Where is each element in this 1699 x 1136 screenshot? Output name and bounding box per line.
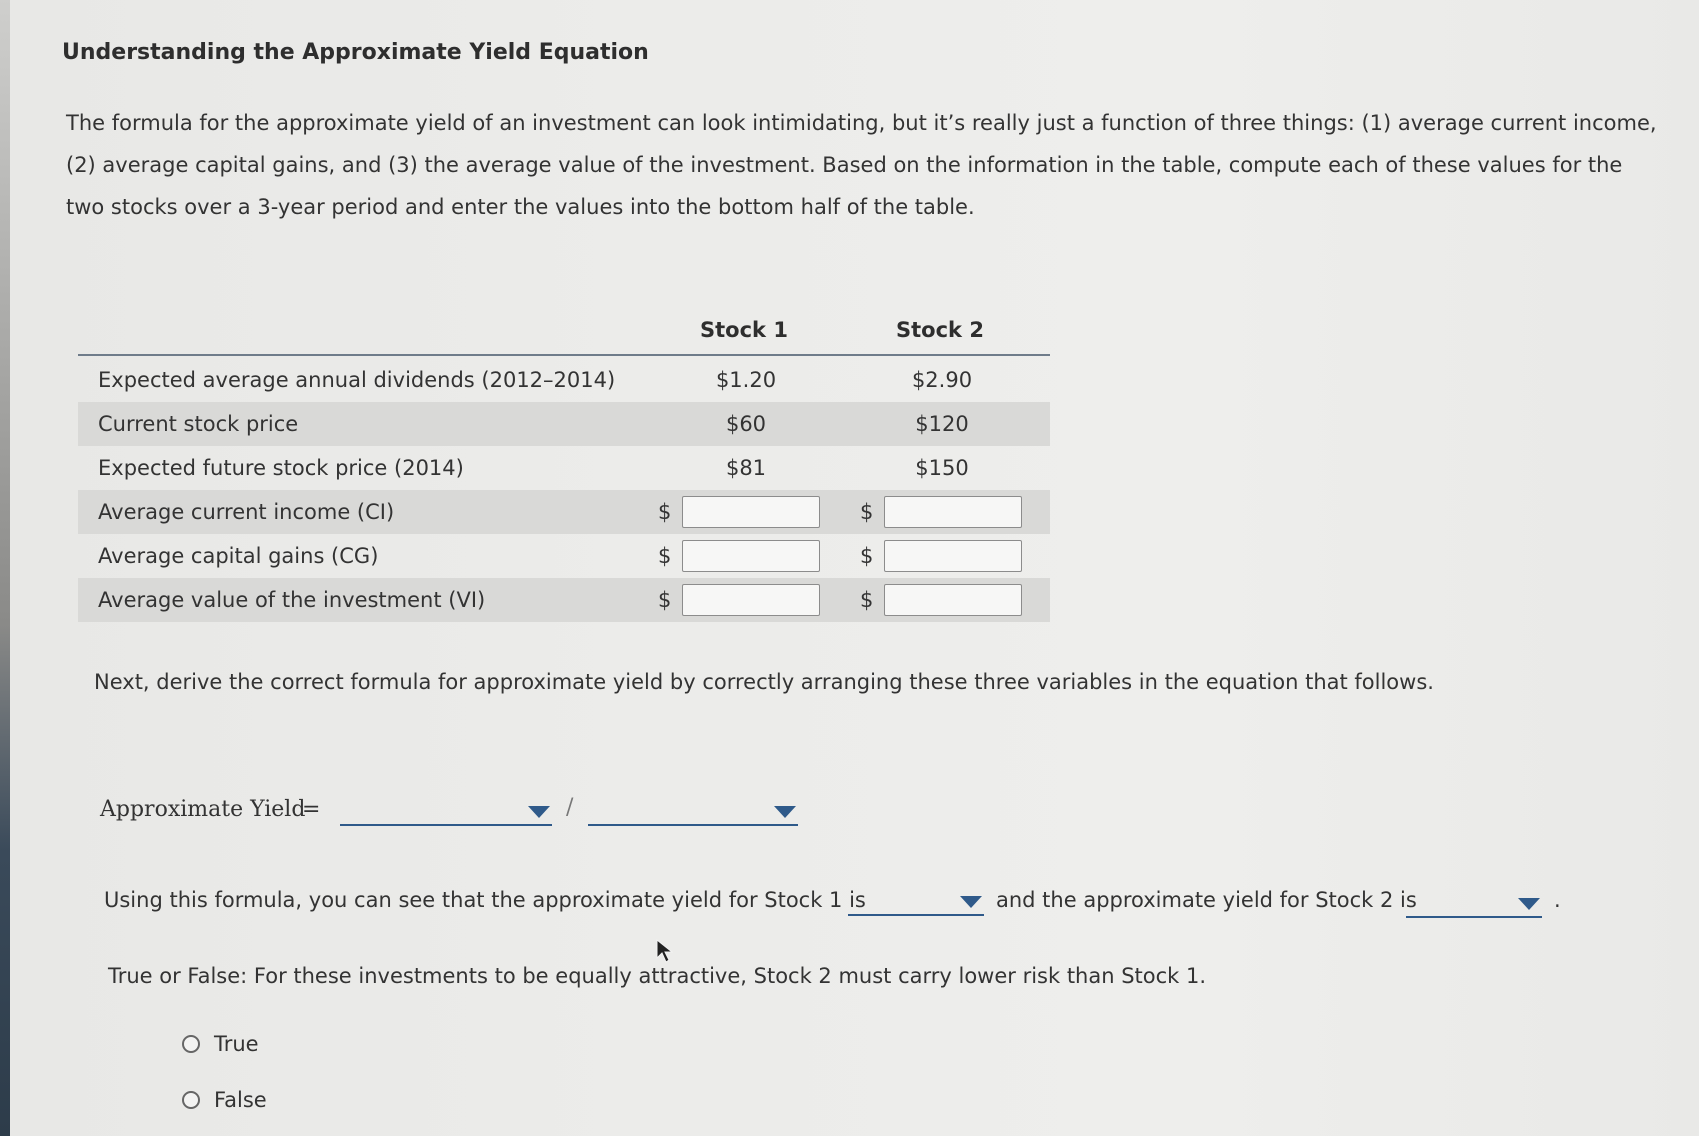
currency-symbol: $ [860, 588, 874, 612]
row-label-dividends: Expected average annual dividends (2012–2014) [98, 368, 616, 392]
row-label-cg: Average capital gains (CG) [98, 544, 379, 568]
mouse-pointer-icon [655, 938, 675, 964]
formula-equals: = [302, 797, 321, 822]
chevron-down-icon [960, 896, 982, 908]
screen-edge [0, 0, 10, 1136]
chevron-down-icon [528, 806, 550, 818]
row-label-ci: Average current income (CI) [98, 500, 395, 524]
option-true[interactable] [182, 1032, 259, 1056]
table-row [78, 534, 1050, 578]
stock-2-cg-input[interactable] [884, 540, 1022, 572]
stock-1-ci-input[interactable] [682, 496, 820, 528]
stock-2-current-price: $120 [915, 412, 969, 436]
header-divider [78, 354, 1050, 356]
table-row [78, 358, 1050, 402]
chevron-down-icon [774, 806, 796, 818]
currency-symbol: $ [860, 544, 874, 568]
radio-unselected-icon[interactable] [182, 1035, 200, 1053]
option-false[interactable] [182, 1088, 267, 1112]
stock-2-ci-input[interactable] [884, 496, 1022, 528]
stock-2-future-price: $150 [915, 456, 969, 480]
problem-page [10, 0, 1699, 1136]
stock-2-vi-input[interactable] [884, 584, 1022, 616]
page-title: Understanding the Approximate Yield Equation [62, 40, 649, 65]
option-true-label: True [214, 1032, 259, 1056]
formula-divider: / [566, 795, 574, 820]
stock-2-dividends: $2.90 [911, 368, 973, 392]
row-label-future-price: Expected future stock price (2014) [98, 456, 464, 480]
table-row [78, 578, 1050, 622]
currency-symbol: $ [860, 500, 874, 524]
derive-instructions: Next, derive the correct formula for approximate yield by correctly arranging these three variables in the equation that follows. [94, 670, 1434, 694]
currency-symbol: $ [658, 544, 672, 568]
numerator-dropdown[interactable] [340, 796, 552, 826]
stock-1-vi-input[interactable] [682, 584, 820, 616]
table-row [78, 490, 1050, 534]
chevron-down-icon [1518, 898, 1540, 910]
stock-1-yield-dropdown[interactable] [848, 886, 984, 916]
row-label-current-price: Current stock price [98, 412, 299, 436]
yield-sentence-part1: Using this formula, you can see that the approximate yield for Stock 1 is [104, 888, 866, 912]
intro-paragraph: The formula for the approximate yield of an investment can look intimidating, but it’s really just a function of three things: (1) average current income, (2) average capital gains, and (3) the average value of the investment. Based on the information in the table, compute each of these values for the two stocks over a 3-year period and enter the values into the bottom half of the table. [66, 111, 1657, 219]
column-header-stock-1: Stock 1 [700, 318, 788, 342]
radio-unselected-icon[interactable] [182, 1091, 200, 1109]
denominator-dropdown[interactable] [588, 796, 798, 826]
yield-sentence-part2: and the approximate yield for Stock 2 is [996, 888, 1417, 912]
stock-2-yield-dropdown[interactable] [1406, 888, 1542, 918]
table-row [78, 402, 1050, 446]
true-false-question: True or False: For these investments to be equally attractive, Stock 2 must carry lower risk than Stock 1. [108, 964, 1207, 988]
formula-label: Approximate Yield [100, 797, 306, 822]
currency-symbol: $ [658, 500, 672, 524]
column-header-stock-2: Stock 2 [896, 318, 984, 342]
table-row [78, 446, 1050, 490]
yield-sentence-end: . [1554, 888, 1561, 912]
stock-1-future-price: $81 [725, 456, 767, 480]
stock-1-cg-input[interactable] [682, 540, 820, 572]
stock-1-current-price: $60 [725, 412, 767, 436]
option-false-label: False [214, 1088, 267, 1112]
stock-1-dividends: $1.20 [715, 368, 777, 392]
row-label-vi: Average value of the investment (VI) [98, 588, 486, 612]
currency-symbol: $ [658, 588, 672, 612]
